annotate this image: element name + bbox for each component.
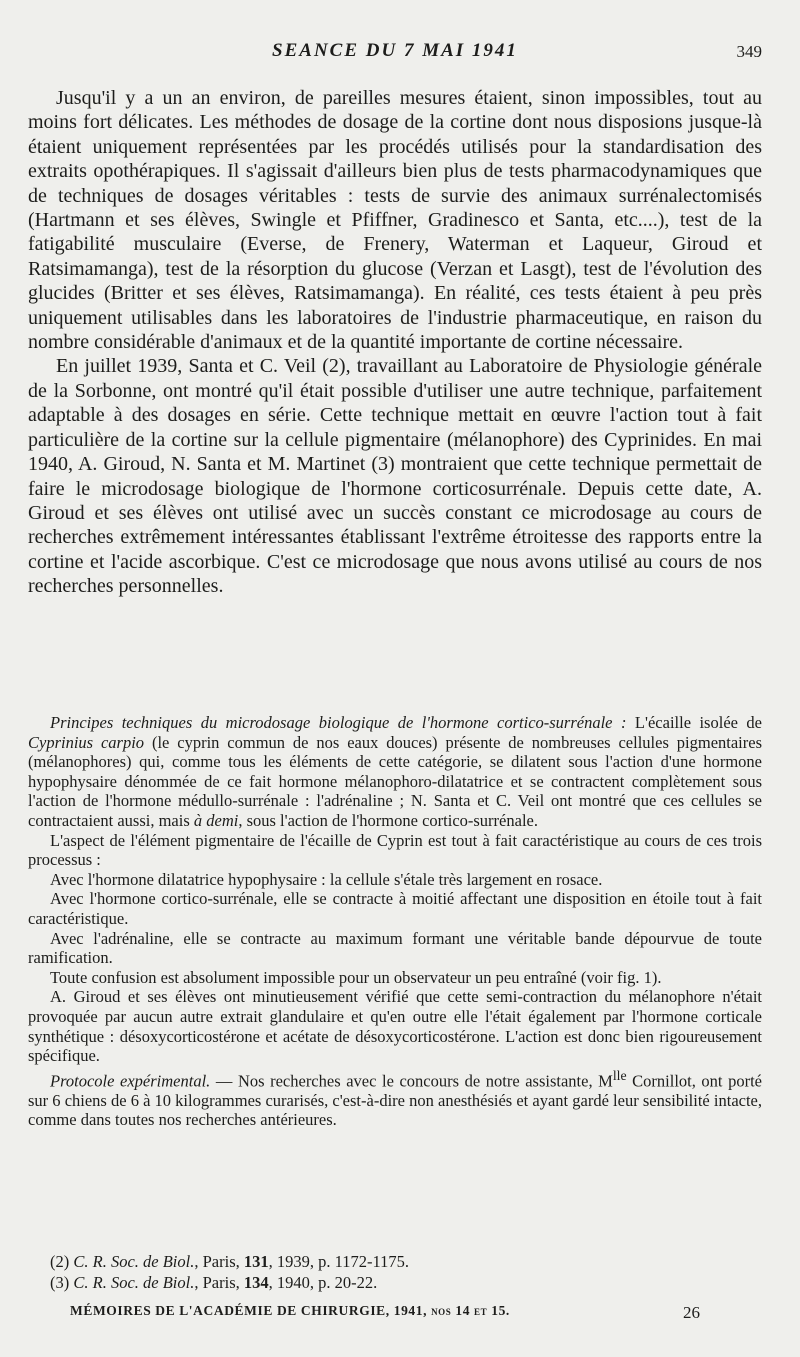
- page-footer: [70, 1303, 700, 1325]
- footnote-3: [50, 1273, 762, 1294]
- running-title: SEANCE DU 7 MAI 1941: [272, 40, 518, 61]
- technical-section: [28, 713, 762, 1130]
- main-text: [28, 86, 762, 599]
- paragraph-dilatatrice: Avec l'hormone dilatatrice hypophysaire : la cellule s'étale très largement en rosace.: [50, 869, 603, 889]
- footnote-journal: C. R. Soc. de Biol.: [73, 1272, 195, 1292]
- paragraph-methods-history: Jusqu'il y a un an environ, de pareilles mesures étaient, sinon impossibles, tout au moins fort délicates. Les méthodes de dosage de la cortine dont nous disposions jusque-là étaient uniquement représentées par les procédés utilisés pour la standardisation des extraits opothérapiques. Il s'agissait d'ailleurs bien plus de tests pharmacodynamiques que de techniques de dosages véritables : tests de survie des animaux surrénalectomisés (Hartmann et ses élèves, Swingle et Pfiffner, Gradinesco et Santa, etc....), test de la fatigabilité musculaire (Everse, de Frenery, Waterman et Laqueur, Giroud et Ratsimamanga), test de la résorption du glucose (Verzan et Lasgt), test de l'évolution des glucides (Britter et ses élèves, Ratsimamanga). En réalité, ces tests étaient à peu près uniquement utilisables dans les laboratoires de l'industrie pharmaceutique, en raison du nombre considérable d'animaux et de la quantité importante de cortine nécessaire.: [28, 87, 762, 354]
- footnote-volume: 131: [243, 1252, 269, 1271]
- principes-species: Cyprinius carpio: [28, 732, 145, 752]
- paragraph-microdosage-origin: En juillet 1939, Santa et C. Veil (2), travaillant au Laboratoire de Physiologie générale de la Sorbonne, ont montré qu'il était possible d'utiliser une autre technique, parfaitement adaptable à des dosages en série. Cette technique mettait en œuvre l'action tout à fait particulière de la cortine sur la cellule pigmentaire (mélanophore) des Cyprinides. En mai 1940, A. Giroud, N. Santa et M. Martinet (3) montraient que cette technique permettait de faire le microdosage biologique de l'hormone corticosurrénale. Depuis cette date, A. Giroud et ses élèves ont utilisé avec un succès constant ce microdosage au cours de recherches extrêmement intéressantes établissant l'extrême étroitesse des rapports entre la cortine et l'acide ascorbique. C'est ce microdosage que nous avons utilisé au cours de nos recherches personnelles.: [28, 355, 762, 598]
- footnote-number: (2): [50, 1252, 74, 1271]
- footnotes: [50, 1252, 762, 1293]
- paragraph-cortico: Avec l'hormone cortico-surrénale, elle se contracte à moitié affectant une disposition en étoile tout à fait caractéristique.: [28, 889, 762, 928]
- footer-text: MÉMOIRES DE L'ACADÉMIE DE CHIRURGIE, 1941, nos 14 et 15.: [70, 1303, 510, 1318]
- protocole-text-a: — Nos recherches avec le concours de notre assistante, M: [210, 1071, 613, 1091]
- protocole-heading: Protocole expérimental.: [50, 1071, 211, 1091]
- footnote-journal: C. R. Soc. de Biol.: [73, 1252, 195, 1271]
- paragraph-adrenaline: Avec l'adrénaline, elle se contracte au maximum formant une véritable bande dépourvue de toute ramification.: [28, 928, 762, 968]
- principes-emphasis: à demi: [193, 810, 239, 830]
- paragraph-protocole: [28, 1066, 762, 1130]
- footnote-number: (3): [50, 1272, 74, 1292]
- paragraph-giroud: A. Giroud et ses élèves ont minutieusement vérifié que cette semi-contraction du mélanophore n'était provoquée par aucun autre extrait glandulaire et qu'en outre elle l'était également par l'hormone corticale synthétique : désoxycorticostérone et acétate de désoxycorticostérone. L'action est donc bien rigoureusement spécifique.: [28, 987, 762, 1066]
- footnote-rest: , 1939, p. 1172-1175.: [268, 1252, 410, 1271]
- footnote-rest: , 1940, p. 20-22.: [268, 1272, 378, 1292]
- footer-signature: 26: [683, 1303, 700, 1322]
- paragraph-aspect: L'aspect de l'élément pigmentaire de l'écaille de Cyprin est tout à fait caractéristique au cours de ces trois processus :: [28, 830, 762, 870]
- footnote-2: [50, 1252, 762, 1273]
- principes-text-b: (le cyprin commun de nos eaux douces) présente de nombreuses cellules pigmentaires (mélanophores) qui, comme tous les éléments de cette catégorie, se dilatent sous l'action d'une hormone hypophysaire dénommée de ce fait hormone mélanophoro-dilatatrice et se contractent complètement sous l'action de l'hormone médullo-surrénale : l'adrénaline ; N. Santa et C. Veil ont montré que ces cellules se contractaient aussi, mais: [28, 732, 762, 830]
- principes-text-c: , sous l'action de l'hormone cortico-surrénale.: [238, 810, 538, 830]
- protocole-superscript: lle: [612, 1067, 627, 1083]
- paragraph-principes: [28, 713, 762, 831]
- principes-text-a: L'écaille isolée de: [626, 713, 762, 732]
- footnote-place: , Paris,: [194, 1272, 244, 1292]
- principes-heading: Principes techniques du microdosage biologique de l'hormone cortico-surrénale :: [50, 713, 627, 732]
- running-head: [28, 40, 762, 64]
- footnote-place: , Paris,: [194, 1252, 244, 1271]
- paragraph-confusion: Toute confusion est absolument impossible pour un observateur un peu entraîné (voir fig. 1).: [50, 967, 662, 987]
- footnote-volume: 134: [243, 1272, 269, 1292]
- protocole-text-b: Cornillot, ont porté sur 6 chiens de 6 à 10 kilogrammes curarisés, c'est-à-dire non anesthésiés et ayant gardé leur sensibilité intacte, comme dans toutes nos recherches antérieures.: [28, 1071, 762, 1130]
- page-number: 349: [736, 42, 762, 61]
